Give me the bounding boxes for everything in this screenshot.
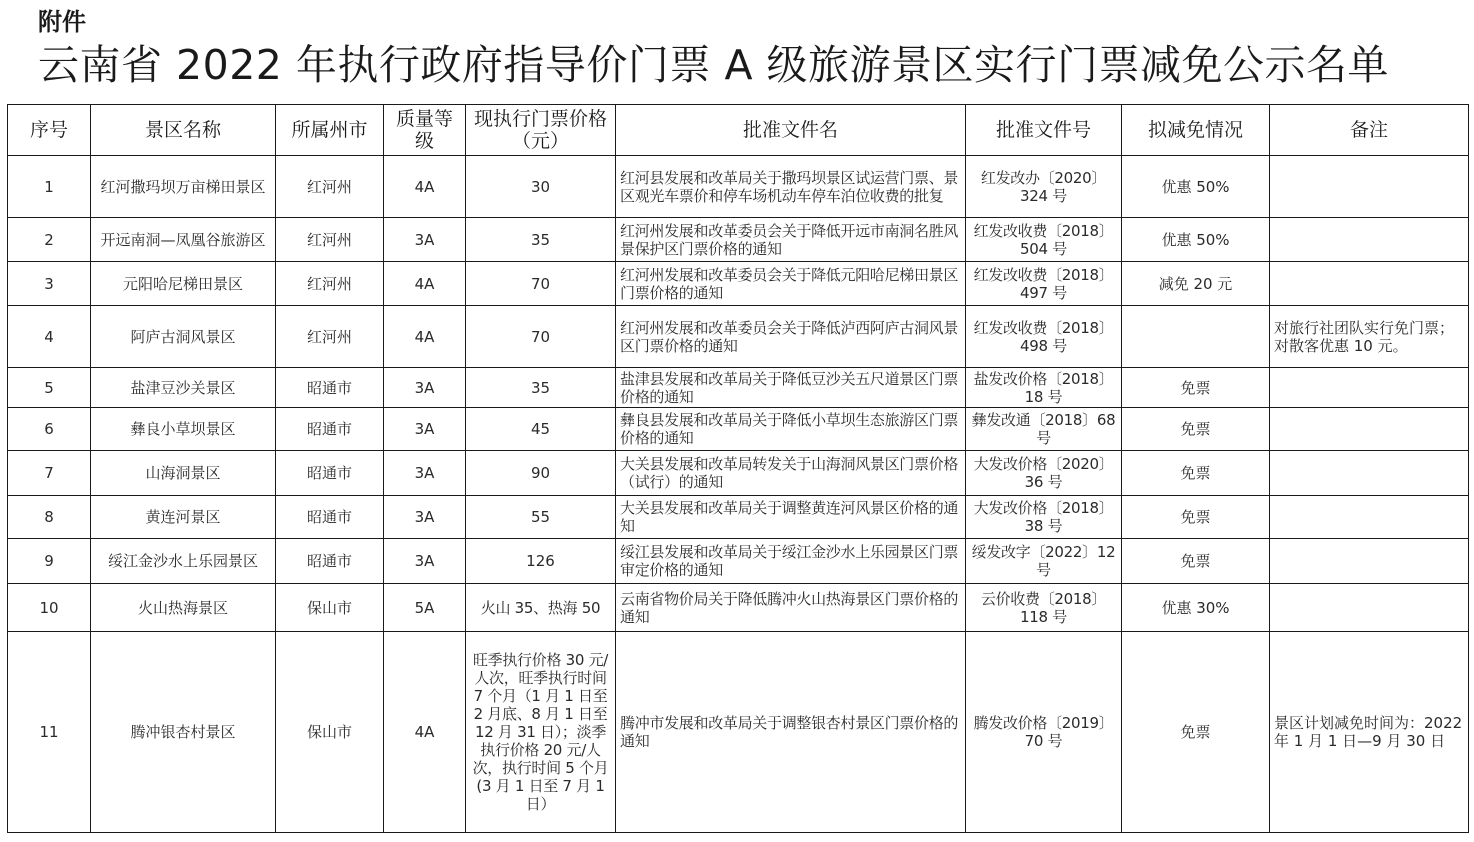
cell-reduction: 免票 — [1122, 368, 1270, 408]
cell-scenic-name: 盐津豆沙关景区 — [91, 368, 276, 408]
cell-reduction: 优惠 50% — [1122, 156, 1270, 218]
cell-scenic-name: 元阳哈尼梯田景区 — [91, 262, 276, 306]
cell-ticket-price: 70 — [466, 306, 616, 368]
cell-approval-doc-no: 红发改办〔2020〕324 号 — [966, 156, 1122, 218]
cell-city: 昭通市 — [276, 451, 384, 496]
table-row — [8, 262, 1469, 306]
table-row — [8, 408, 1469, 451]
cell-approval-doc-name: 红河州发展和改革委员会关于降低开远市南洞名胜风景保护区门票价格的通知 — [616, 218, 966, 262]
scenic-area-table — [7, 104, 1469, 833]
cell-approval-doc-name: 绥江县发展和改革局关于绥江金沙水上乐园景区门票审定价格的通知 — [616, 539, 966, 584]
cell-scenic-name: 黄连河景区 — [91, 496, 276, 539]
cell-remark — [1270, 451, 1469, 496]
cell-city: 红河州 — [276, 306, 384, 368]
header-ticket-price: 现执行门票价格（元） — [466, 105, 616, 156]
cell-serial-no: 8 — [8, 496, 91, 539]
cell-approval-doc-no: 大发改价格〔2018〕38 号 — [966, 496, 1122, 539]
cell-reduction — [1122, 306, 1270, 368]
cell-city: 红河州 — [276, 218, 384, 262]
cell-serial-no: 5 — [8, 368, 91, 408]
header-quality-level: 质量等级 — [384, 105, 466, 156]
cell-serial-no: 4 — [8, 306, 91, 368]
cell-scenic-name: 绥江金沙水上乐园景区 — [91, 539, 276, 584]
cell-reduction: 减免 20 元 — [1122, 262, 1270, 306]
cell-approval-doc-name: 大关县发展和改革局转发关于山海洞风景区门票价格（试行）的通知 — [616, 451, 966, 496]
cell-scenic-name: 红河撒玛坝万亩梯田景区 — [91, 156, 276, 218]
cell-approval-doc-name: 红河州发展和改革委员会关于降低元阳哈尼梯田景区门票价格的通知 — [616, 262, 966, 306]
cell-approval-doc-no: 云价收费〔2018〕118 号 — [966, 584, 1122, 632]
cell-city: 昭通市 — [276, 408, 384, 451]
header-remark: 备注 — [1270, 105, 1469, 156]
cell-remark — [1270, 496, 1469, 539]
cell-approval-doc-name: 云南省物价局关于降低腾冲火山热海景区门票价格的通知 — [616, 584, 966, 632]
cell-serial-no: 2 — [8, 218, 91, 262]
cell-approval-doc-name: 红河州发展和改革委员会关于降低泸西阿庐古洞风景区门票价格的通知 — [616, 306, 966, 368]
cell-ticket-price: 90 — [466, 451, 616, 496]
table-row — [8, 306, 1469, 368]
cell-remark — [1270, 218, 1469, 262]
cell-remark: 对旅行社团队实行免门票；对散客优惠 10 元。 — [1270, 306, 1469, 368]
cell-serial-no: 3 — [8, 262, 91, 306]
cell-approval-doc-name: 大关县发展和改革局关于调整黄连河风景区价格的通知 — [616, 496, 966, 539]
cell-approval-doc-name: 盐津县发展和改革局关于降低豆沙关五尺道景区门票价格的通知 — [616, 368, 966, 408]
annex-label: 附件 — [38, 8, 86, 36]
cell-reduction: 免票 — [1122, 496, 1270, 539]
cell-quality-level: 5A — [384, 584, 466, 632]
cell-serial-no: 1 — [8, 156, 91, 218]
cell-approval-doc-no: 彝发改通〔2018〕68 号 — [966, 408, 1122, 451]
cell-city: 昭通市 — [276, 496, 384, 539]
cell-quality-level: 3A — [384, 408, 466, 451]
cell-serial-no: 10 — [8, 584, 91, 632]
cell-ticket-price: 火山 35、热海 50 — [466, 584, 616, 632]
table-row — [8, 496, 1469, 539]
cell-approval-doc-no: 红发改收费〔2018〕497 号 — [966, 262, 1122, 306]
table-row — [8, 539, 1469, 584]
cell-quality-level: 3A — [384, 368, 466, 408]
table-row — [8, 218, 1469, 262]
cell-approval-doc-no: 腾发改价格〔2019〕70 号 — [966, 632, 1122, 833]
cell-approval-doc-no: 盐发改价格〔2018〕18 号 — [966, 368, 1122, 408]
cell-remark: 景区计划减免时间为：2022 年 1 月 1 日—9 月 30 日 — [1270, 632, 1469, 833]
cell-reduction: 免票 — [1122, 539, 1270, 584]
cell-serial-no: 6 — [8, 408, 91, 451]
cell-approval-doc-name: 彝良县发展和改革局关于降低小草坝生态旅游区门票价格的通知 — [616, 408, 966, 451]
cell-reduction: 免票 — [1122, 632, 1270, 833]
cell-quality-level: 4A — [384, 262, 466, 306]
cell-city: 红河州 — [276, 156, 384, 218]
cell-ticket-price: 45 — [466, 408, 616, 451]
cell-ticket-price: 35 — [466, 368, 616, 408]
page-title: 云南省 2022 年执行政府指导价门票 A 级旅游景区实行门票减免公示名单 — [38, 41, 1390, 89]
table-row — [8, 584, 1469, 632]
cell-ticket-price: 旺季执行价格 30 元/人次，旺季执行时间 7 个月（1 月 1 日至 2 月底、8 月 1 日至 12 月 31 日）；淡季执行价格 20 元/人次，执行时间 5 个月(3 月 1 日至 7 月 1 日） — [466, 632, 616, 833]
table-row — [8, 368, 1469, 408]
cell-reduction: 免票 — [1122, 408, 1270, 451]
cell-city: 昭通市 — [276, 539, 384, 584]
cell-ticket-price: 70 — [466, 262, 616, 306]
cell-serial-no: 11 — [8, 632, 91, 833]
header-city: 所属州市 — [276, 105, 384, 156]
cell-remark — [1270, 584, 1469, 632]
cell-ticket-price: 55 — [466, 496, 616, 539]
cell-serial-no: 7 — [8, 451, 91, 496]
cell-quality-level: 4A — [384, 306, 466, 368]
header-reduction: 拟减免情况 — [1122, 105, 1270, 156]
header-approval-doc-name: 批准文件名 — [616, 105, 966, 156]
cell-quality-level: 4A — [384, 632, 466, 833]
cell-quality-level: 3A — [384, 218, 466, 262]
cell-city: 保山市 — [276, 584, 384, 632]
header-approval-doc-no: 批准文件号 — [966, 105, 1122, 156]
cell-quality-level: 3A — [384, 451, 466, 496]
cell-quality-level: 3A — [384, 496, 466, 539]
cell-remark — [1270, 156, 1469, 218]
cell-reduction: 免票 — [1122, 451, 1270, 496]
cell-reduction: 优惠 50% — [1122, 218, 1270, 262]
cell-ticket-price: 35 — [466, 218, 616, 262]
cell-scenic-name: 彝良小草坝景区 — [91, 408, 276, 451]
cell-quality-level: 3A — [384, 539, 466, 584]
cell-scenic-name: 山海洞景区 — [91, 451, 276, 496]
cell-city: 昭通市 — [276, 368, 384, 408]
cell-ticket-price: 126 — [466, 539, 616, 584]
table-row — [8, 451, 1469, 496]
header-serial-no: 序号 — [8, 105, 91, 156]
cell-scenic-name: 腾冲银杏村景区 — [91, 632, 276, 833]
table-row — [8, 632, 1469, 833]
cell-ticket-price: 30 — [466, 156, 616, 218]
cell-remark — [1270, 539, 1469, 584]
cell-remark — [1270, 408, 1469, 451]
table-row — [8, 156, 1469, 218]
cell-approval-doc-no: 红发改收费〔2018〕504 号 — [966, 218, 1122, 262]
cell-approval-doc-name: 腾冲市发展和改革局关于调整银杏村景区门票价格的通知 — [616, 632, 966, 833]
cell-reduction: 优惠 30% — [1122, 584, 1270, 632]
cell-city: 保山市 — [276, 632, 384, 833]
cell-approval-doc-no: 红发改收费〔2018〕498 号 — [966, 306, 1122, 368]
cell-remark — [1270, 262, 1469, 306]
cell-quality-level: 4A — [384, 156, 466, 218]
cell-scenic-name: 火山热海景区 — [91, 584, 276, 632]
header-scenic-name: 景区名称 — [91, 105, 276, 156]
table-header-row — [8, 105, 1469, 156]
cell-approval-doc-no: 大发改价格〔2020〕36 号 — [966, 451, 1122, 496]
cell-approval-doc-name: 红河县发展和改革局关于撒玛坝景区试运营门票、景区观光车票价和停车场机动车停车泊位收费的批复 — [616, 156, 966, 218]
cell-city: 红河州 — [276, 262, 384, 306]
cell-scenic-name: 开远南洞—凤凰谷旅游区 — [91, 218, 276, 262]
cell-approval-doc-no: 绥发改字〔2022〕12 号 — [966, 539, 1122, 584]
cell-serial-no: 9 — [8, 539, 91, 584]
cell-remark — [1270, 368, 1469, 408]
cell-scenic-name: 阿庐古洞风景区 — [91, 306, 276, 368]
